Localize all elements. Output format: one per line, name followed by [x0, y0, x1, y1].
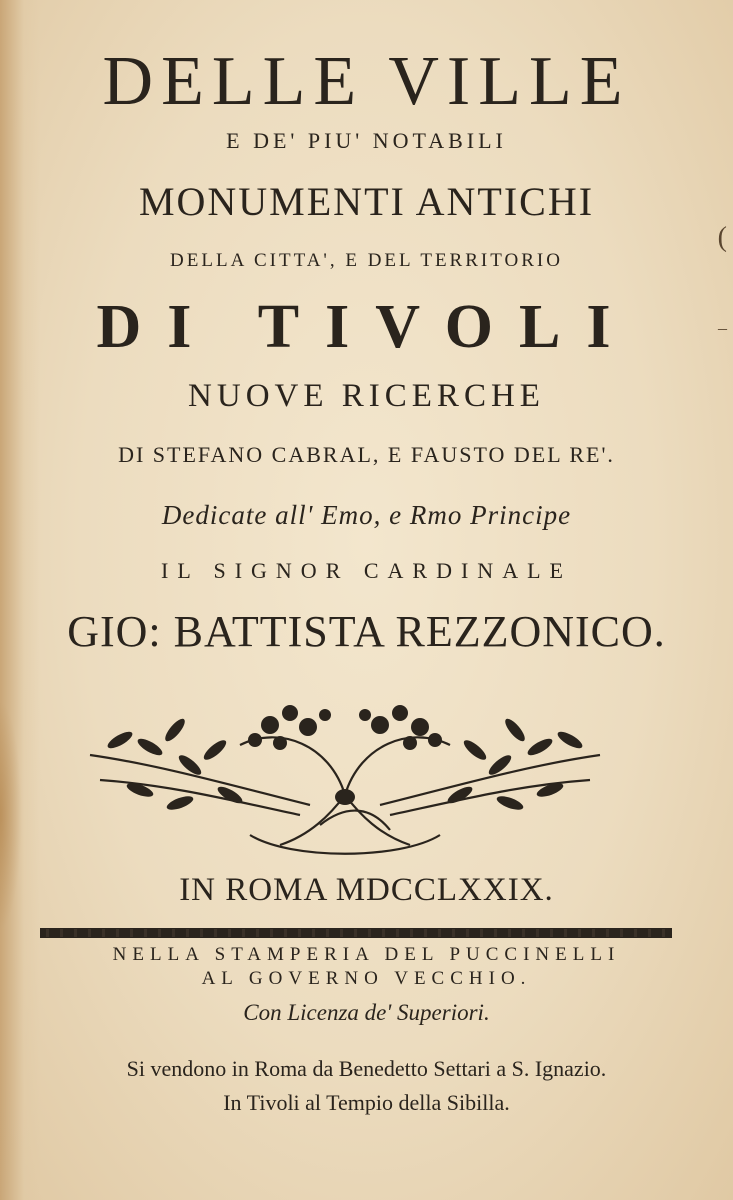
title-line-3: MONUMENTI ANTICHI	[138, 179, 595, 224]
cornucopia-ornament-icon	[80, 685, 610, 865]
margin-mark: (	[717, 222, 727, 253]
imprint: IN ROMA MDCCLXXIX.	[179, 872, 554, 908]
authors: DI STEFANO CABRAL, E FAUSTO DEL RE'.	[118, 442, 615, 467]
printer-line-2: AL GOVERNO VECCHIO.	[201, 968, 532, 989]
dedication: Dedicate all' Emo, e Rmo Principe	[161, 500, 572, 530]
printer-line-1: NELLA STAMPERIA DEL PUCCINELLI	[112, 944, 621, 965]
seller-line-2: In Tivoli al Tempio della Sibilla.	[223, 1090, 510, 1115]
dedicatee-name: GIO: BATTISTA REZZONICO.	[67, 607, 666, 656]
ornamental-rule	[40, 928, 672, 938]
margin-mark: –	[718, 318, 727, 338]
dedicatee-title: IL SIGNOR CARDINALE	[161, 558, 572, 583]
title-line-5: DI TIVOLI	[96, 293, 637, 361]
title-line-2: E DE' PIU' NOTABILI	[226, 128, 507, 153]
seller-line-1: Si vendono in Roma da Benedetto Settari a S. Ignazio.	[126, 1056, 607, 1081]
subtitle: NUOVE RICERCHE	[188, 378, 545, 414]
title-line-1: DELLE VILLE	[102, 43, 631, 120]
license: Con Licenza de' Superiori.	[243, 1000, 490, 1025]
title-line-4: DELLA CITTA', E DEL TERRITORIO	[170, 250, 563, 271]
